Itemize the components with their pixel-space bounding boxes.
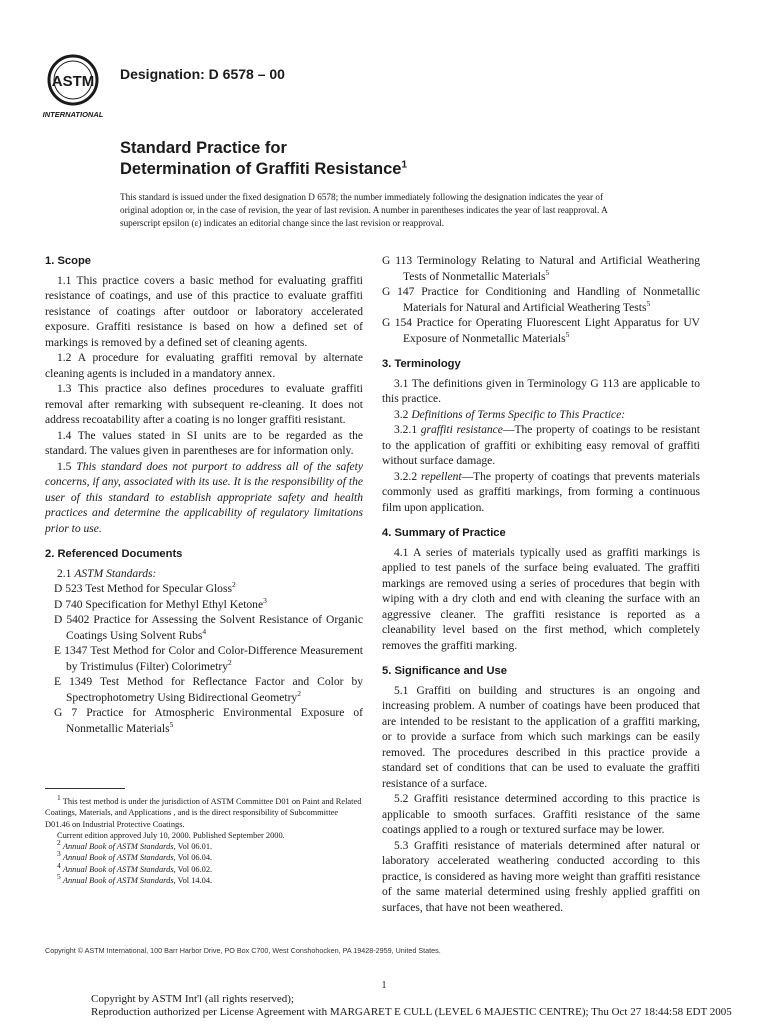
paragraph-1-5: [45, 460, 363, 538]
reference-item: [382, 254, 700, 285]
subsection-title: Definitions of Terms Specific to This Practice:: [411, 408, 626, 421]
reference-item: [45, 595, 363, 614]
footnote-1: [45, 793, 363, 830]
license-line-1: Copyright by ASTM Int'l (all rights reserved);: [91, 993, 295, 1005]
right-column: [382, 254, 700, 916]
reference-text: G 113 Terminology Relating to Natural and Artificial Weathering Tests of Nonmetallic Materials: [382, 255, 700, 283]
reference-text: E 1349 Test Method for Reflectance Factor and Color by Spectrophotometry Using Bidirectional Geometry: [54, 676, 363, 704]
footnote-3: [45, 849, 363, 863]
footnote-mark: 2: [57, 838, 61, 848]
paragraph-3-2: [382, 408, 700, 424]
footnote-4: [45, 860, 363, 875]
notice-line-3: superscript epsilon (ε) indicates an editorial change since the last revision or reapproval.: [120, 218, 445, 228]
footnote-mark: 3: [57, 849, 61, 859]
page-number: 1: [381, 980, 387, 991]
document-title: [120, 138, 407, 180]
reference-list-left: [45, 582, 363, 737]
reference-text: G 154 Practice for Operating Fluorescent Light Apparatus for UV Exposure of Nonmetallic Materials: [382, 317, 700, 345]
section-heading-scope: 1. Scope: [45, 255, 92, 267]
reference-list-right: [382, 254, 700, 347]
subsection-2-1: [45, 567, 363, 583]
title-text: Determination of Graffiti Resistance: [120, 160, 402, 178]
footnote-1-edition: Current edition approved July 10, 2000. Published September 2000.: [57, 830, 285, 840]
paragraph-5-2: 5.2 Graffiti resistance determined according to this practice is applicable to smooth surfaces. Graffiti resistance of the same coatings applied to a rough or textured surface may be lower.: [382, 793, 700, 836]
footnote-text: Annual Book of ASTM Standards: [62, 876, 174, 886]
paragraph-number: 2.1: [57, 567, 72, 580]
footnote-text: Annual Book of ASTM Standards: [62, 842, 174, 852]
section-heading-referenced: 2. Referenced Documents: [45, 548, 183, 560]
paragraph-3-2-1: [382, 423, 700, 470]
paragraph-1-1: 1.1 This practice covers a basic method for evaluating graffiti resistance of coatings, and use of this practice to evaluate graffiti resistance of coatings after outdoor or laboratory accelerated exposure. Graffiti resistance is based on how a defined set of markings is removed by a defined set of cleaning agents.: [45, 274, 363, 349]
reference-item: [45, 613, 363, 644]
section-heading-significance: 5. Significance and Use: [382, 665, 507, 677]
paragraph-number: 1.5: [57, 460, 72, 473]
section-heading-summary: 4. Summary of Practice: [382, 527, 506, 539]
reference-text: G 147 Practice for Conditioning and Handling of Nonmetallic Materials for Natural and Artificial Weathering Tests: [382, 286, 700, 314]
paragraph-number: 3.2.1: [394, 424, 418, 436]
footnote-mark: 2: [228, 657, 232, 667]
footnote-5: [45, 872, 363, 886]
footnote-mark: 5: [169, 719, 174, 729]
copyright-line: Copyright © ASTM International, 100 Barr Harbor Drive, PO Box C700, West Conshohocken, PA 19428-2959, United States.: [45, 946, 441, 955]
footnote-mark: 2: [231, 580, 236, 590]
footnote-mark: 4: [202, 626, 207, 636]
footnote-mark: 2: [297, 688, 301, 698]
reference-text: D 740 Specification for Methyl Ethyl Ketone: [54, 598, 264, 611]
footnote-volume: , Vol 06.01.: [173, 842, 213, 852]
paragraph-1-3: 1.3 This practice also defines procedures to evaluate graffiti removal after remarking with subsequent re-cleaning. It does not address recoatability after a coating is no longer graffiti resistant.: [45, 383, 363, 426]
left-column: [45, 254, 363, 737]
paragraph-5-1: 5.1 Graffiti on building and structures is an ongoing and increasing problem. A number of coatings have been produced that are intended to be resistant to the application of a graffiti marking, or to provide a surface from which such markings can be easily removed. The procedures described in this practice provide a standard set of conditions that can be used to evaluate the graffiti resistance of a surface.: [382, 684, 700, 790]
subsection-title: ASTM Standards:: [74, 567, 157, 580]
footnote-text: Annual Book of ASTM Standards: [62, 853, 174, 863]
footnote-mark: 5: [545, 267, 550, 277]
defined-term: graffiti resistance: [420, 424, 503, 436]
footnotes: [45, 793, 363, 886]
reference-item: [382, 316, 700, 347]
reference-text: E 1347 Test Method for Color and Color-Difference Measurement by Tristimulus (Filter) Colorimetry: [54, 645, 363, 673]
paragraph-1-2: 1.2 A procedure for evaluating graffiti removal by alternate cleaning agents is included in a mandatory annex.: [45, 352, 363, 380]
paragraph-3-1: 3.1 The definitions given in Terminology G 113 are applicable to this practice.: [382, 377, 700, 405]
footnote-mark: 5: [565, 329, 570, 339]
paragraph-1-4: 1.4 The values stated in SI units are to be regarded as the standard. The values given in parentheses are for information only.: [45, 429, 363, 457]
logo-subtext: INTERNATIONAL: [42, 110, 104, 119]
paragraph-5-3: 5.3 Graffiti resistance of materials determined after natural or laboratory accelerated weathering conducted according to this practice, is considered as having more weight than graffiti resistance of the same material determined using freshly applied graffiti on surfaces, that have not been weathered.: [382, 839, 700, 914]
title-line-2: [120, 159, 407, 180]
paragraph-4-1: 4.1 A series of materials typically used as graffiti markings is applied to test panels of the surface being evaluated. The graffiti markings are removed using a series of procedures that begin with wiping with a dry cloth and end with cleaning the surface with an aggressive cleaner. The graffiti resistance is reported as a cleanability level based on the first method, which completely removes the graffiti marking.: [382, 546, 700, 652]
reference-item: [382, 285, 700, 316]
reference-item: [45, 644, 363, 675]
notice-line-2: original adoption or, in the case of revision, the year of last revision. A number in parentheses indicates the year of last reapproval. A: [120, 205, 608, 215]
footnote-volume: , Vol 06.02.: [173, 864, 213, 874]
logo-text: ASTM: [51, 73, 95, 90]
notice-line-1: This standard is issued under the fixed designation D 6578; the number immediately following the designation indicates the year of: [120, 192, 603, 202]
reference-item: [45, 706, 363, 737]
paragraph-number: 3.2: [394, 408, 409, 421]
issuance-notice: [120, 191, 640, 230]
footnote-rule: [45, 788, 125, 789]
footnote-mark: 1: [57, 793, 61, 803]
reference-text: D 523 Test Method for Specular Gloss: [54, 583, 232, 595]
astm-logo-mark: [33, 52, 113, 120]
definition-text: —The property of coatings to be resistant to the application of graffiti or exhibiting easy removal of graffiti without surface damage.: [382, 424, 700, 467]
section-heading-terminology: 3. Terminology: [382, 358, 461, 370]
footnote-mark: 4: [57, 860, 61, 870]
safety-statement: This standard does not purport to address all of the safety concerns, if any, associated with its use. It is the responsibility of the user of this standard to establish appropriate safety and health practices and determine the applicability of regulatory limitations prior to use.: [45, 460, 363, 535]
footnote-text: Annual Book of ASTM Standards: [62, 864, 174, 874]
footnote-2: [45, 838, 363, 852]
reference-item: [45, 582, 363, 598]
paragraph-number: 3.2.2: [394, 470, 418, 483]
defined-term: repellent: [420, 470, 462, 483]
footnote-mark: 5: [57, 872, 61, 882]
astm-logo: [33, 52, 113, 120]
reference-text: D 5402 Practice for Assessing the Solvent Resistance of Organic Coatings Using Solvent Rubs: [54, 614, 363, 642]
footnote-mark: 5: [646, 298, 651, 308]
footnote-volume: , Vol 14.04.: [173, 876, 213, 886]
designation: Designation: D 6578 – 00: [120, 66, 285, 82]
footnote-text: This test method is under the jurisdiction of ASTM Committee D01 on Paint and Related Coatings, Materials, and Applications , and is the direct responsibility of Subcommittee D01.46 on Industrial Protective Coatings.: [45, 797, 362, 829]
reference-text: G 7 Practice for Atmospheric Environmental Exposure of Nonmetallic Materials: [54, 707, 363, 735]
license-line-2: Reproduction authorized per License Agreement with MARGARET E CULL (LEVEL 6 MAJESTIC CENTRE); Thu Oct 27 18:44:58 EDT 2005: [91, 1006, 732, 1018]
definition-text: —The property of coatings that prevents materials commonly used as graffiti markings, from forming a continuous film upon application.: [382, 470, 701, 514]
title-line-1: Standard Practice for: [120, 139, 287, 157]
footnote-volume: , Vol 06.04.: [173, 853, 213, 863]
title-footnote-mark: 1: [401, 159, 408, 171]
reference-item: [45, 675, 363, 706]
footnote-mark: 3: [263, 595, 267, 605]
paragraph-3-2-2: [382, 470, 700, 517]
